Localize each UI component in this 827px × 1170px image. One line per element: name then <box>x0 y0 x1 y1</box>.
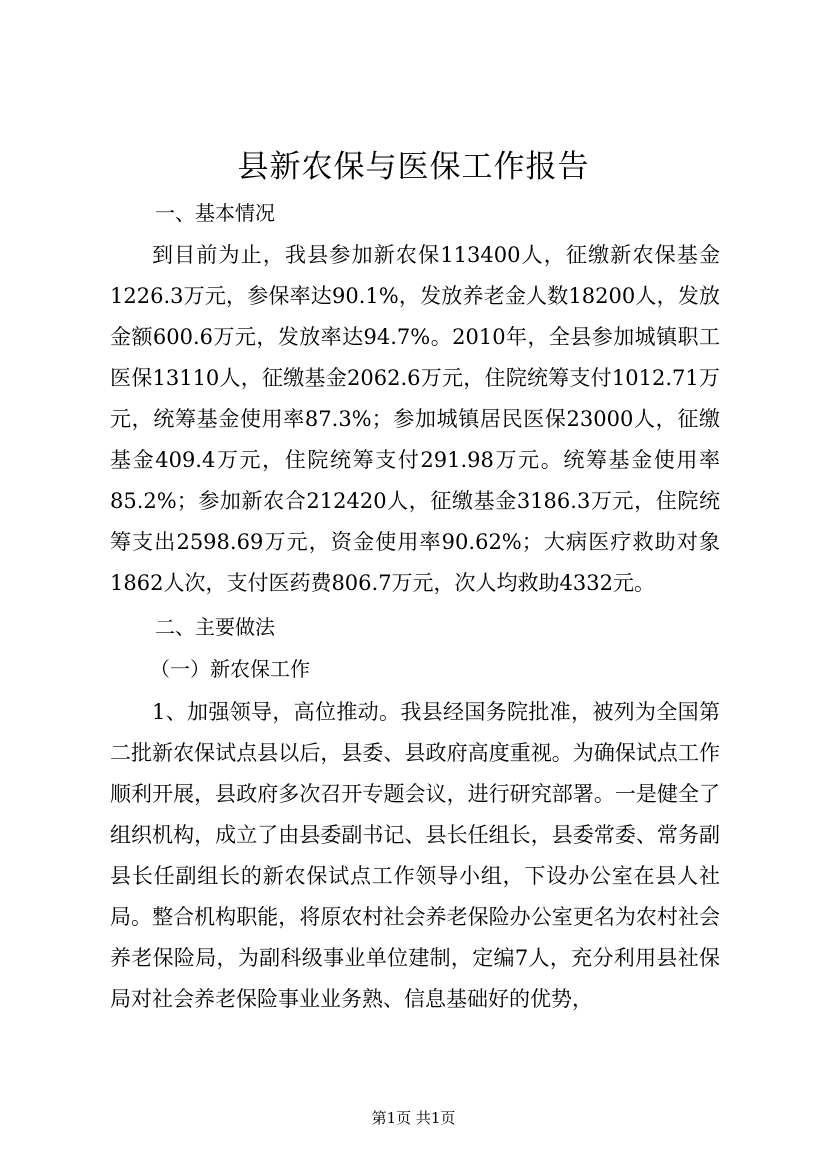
page-footer: 第1页 共1页 <box>371 1109 456 1127</box>
paragraph-basic-situation: 到目前为止，我县参加新农保113400人，征缴新农保基金1226.3万元，参保率达90.1%，发放养老金人数18200人，发放金额600.6万元，发放率达94.7%。2010年，全县参加城镇职工医保13110人，征缴基金2062.6万元，住院统筹支付1012.71万元，统筹基金使用率87.3%；参加城镇居民医保23000人，征缴基金409.4万元，住院统筹支付291.98万元。统筹基金使用率85.2%；参加新农合212420人，征缴基金3186.3万元，住院统筹支出2598.69万元，资金使用率90.62%；大病医疗救助对象1862人次，支付医药费806.7万元，次人均救助4332元。 <box>110 243 720 595</box>
section-heading-basic-situation: 一、基本情况 <box>155 201 275 225</box>
paragraph-leadership: 1、加强领导，高位推动。我县经国务院批准，被列为全国第二批新农保试点县以后，县委、县政府高度重视。为确保试点工作顺利开展，县政府多次召开专题会议，进行研究部署。一是健全了组织机构，成立了由县委副书记、县长任组长，县委常委、常务副县长任副组长的新农保试点工作领导小组，下设办公室在县人社局。整合机构职能，将原农村社会养老保险办公室更名为农村社会养老保险局，为副科级事业单位建制，定编7人，充分利用县社保局对社会养老保险事业业务熟、信息基础好的优势， <box>110 700 720 1011</box>
subsection-heading-new-rural-pension: （一）新农保工作 <box>150 657 310 681</box>
section-heading-main-practices: 二、主要做法 <box>155 615 275 639</box>
document-title: 县新农保与医保工作报告 <box>237 149 590 185</box>
